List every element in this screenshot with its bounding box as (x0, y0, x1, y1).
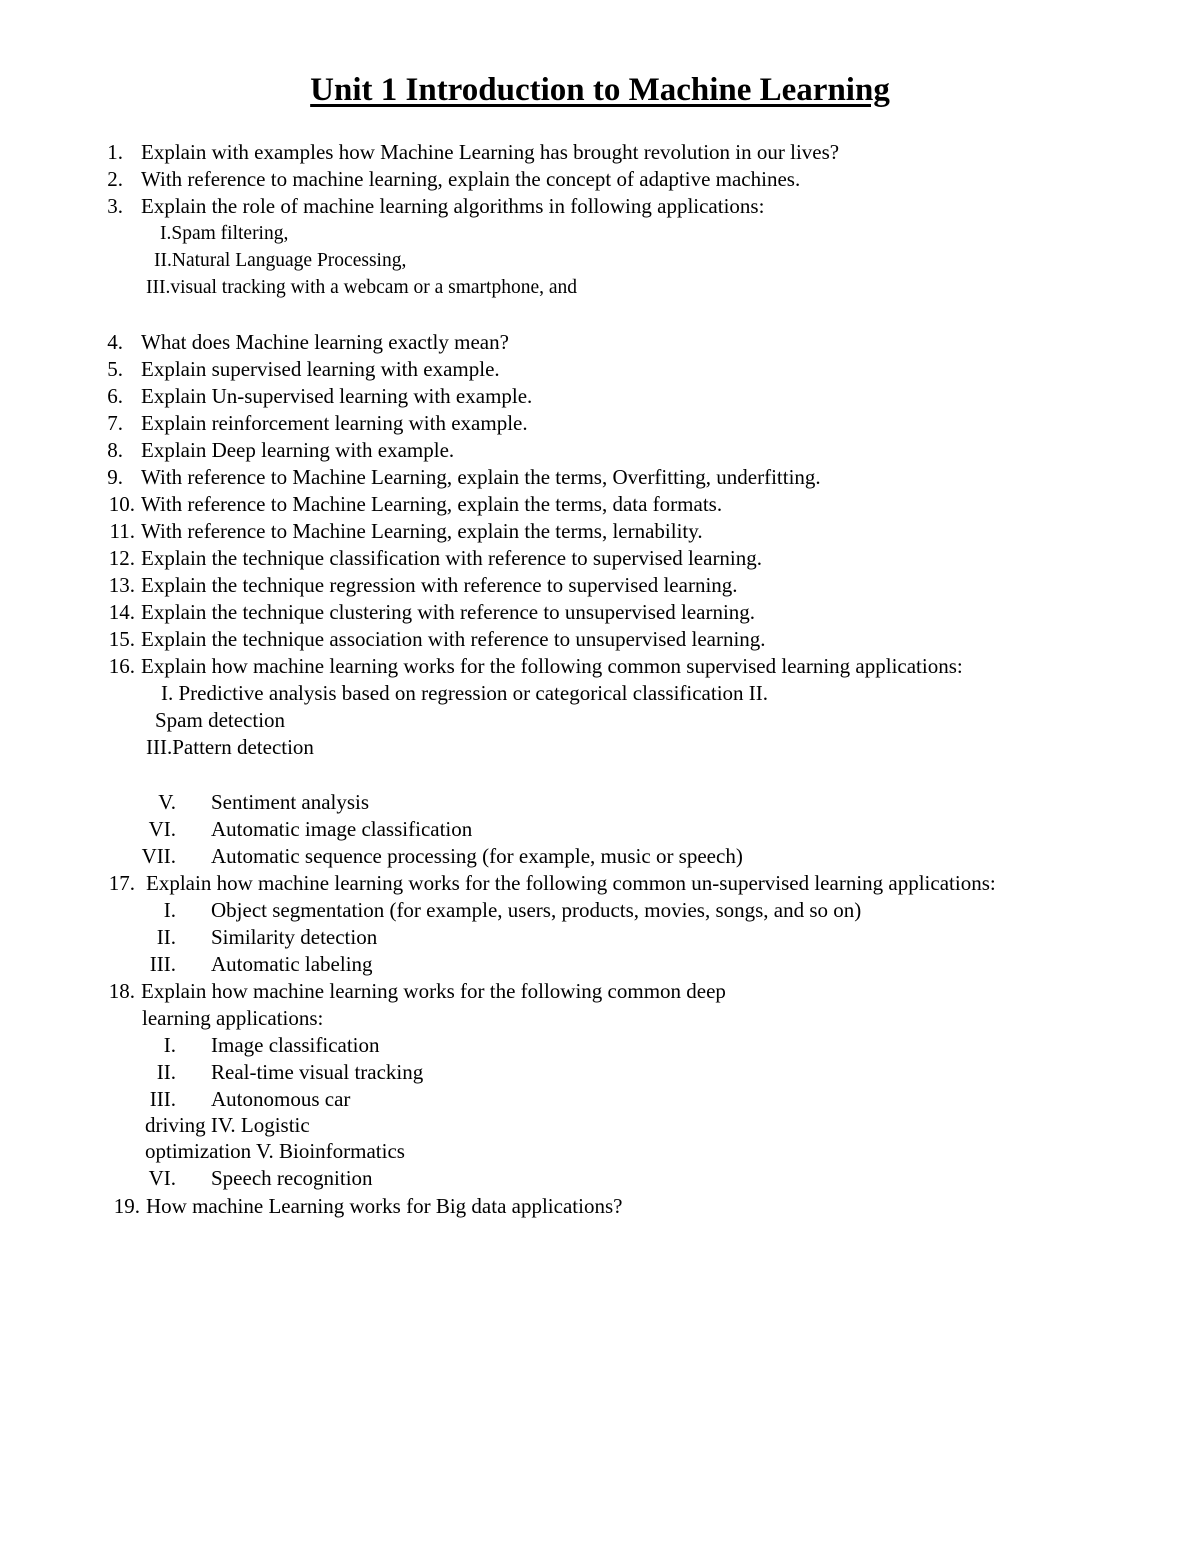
item-text: Sentiment analysis (211, 790, 370, 814)
question-text: Explain the technique regression with reference to supervised learning. (141, 573, 738, 597)
question-continuation: learning applications: (142, 1006, 324, 1030)
question-text: Explain reinforcement learning with example. (141, 411, 528, 435)
sub-item: I. Predictive analysis based on regression or categorical classification II. (161, 681, 769, 705)
sub-item: III.visual tracking with a webcam or a smartphone, and (146, 277, 578, 298)
question-number: 11. (109, 519, 135, 543)
sub-item: I.Spam filtering, (160, 223, 289, 244)
wrapped-line: optimization V. Bioinformatics (145, 1139, 405, 1163)
roman-numeral: VI. (148, 817, 176, 841)
sub-item: III.Pattern detection (146, 735, 314, 759)
question-text: With reference to Machine Learning, explain the terms, data formats. (141, 492, 723, 516)
question-text: Explain how machine learning works for the following common deep (141, 979, 726, 1003)
page-title: Unit 1 Introduction to Machine Learning (310, 72, 890, 108)
question-text: With reference to Machine Learning, explain the terms, Overfitting, underfitting. (141, 465, 821, 489)
question-number: 12. (108, 546, 135, 570)
roman-numeral: V. (158, 790, 176, 814)
roman-numeral: II. (156, 925, 176, 949)
roman-numeral: I. (163, 898, 176, 922)
sub-item: Spam detection (155, 708, 286, 732)
question-text: Explain the role of machine learning algorithms in following applications: (141, 194, 765, 218)
question-number: 2. (107, 167, 123, 191)
question-number: 4. (107, 330, 123, 354)
question-number: 6. (107, 384, 123, 408)
question-number: 8. (107, 438, 123, 462)
question-text: Explain Un-supervised learning with example. (141, 384, 533, 408)
question-number: 13. (108, 573, 135, 597)
roman-numeral: II. (156, 1060, 176, 1084)
roman-numeral: III. (149, 952, 176, 976)
question-number: 10. (108, 492, 135, 516)
question-text: Explain the technique clustering with reference to unsupervised learning. (141, 600, 756, 624)
question-number: 7. (107, 411, 123, 435)
item-text: Speech recognition (211, 1166, 373, 1190)
wrapped-line: driving IV. Logistic (145, 1113, 310, 1137)
question-number: 1. (107, 140, 123, 164)
question-text: Explain the technique association with reference to unsupervised learning. (141, 627, 766, 651)
item-text: Automatic image classification (211, 817, 473, 841)
item-text: Automatic labeling (211, 952, 373, 976)
question-text: Explain the technique classification with reference to supervised learning. (141, 546, 763, 570)
question-text: Explain how machine learning works for the following common un-supervised learning applications: (146, 871, 996, 895)
question-text: Explain supervised learning with example. (141, 357, 500, 381)
question-number: 14. (108, 600, 135, 624)
roman-numeral: I. (163, 1033, 176, 1057)
item-text: Image classification (211, 1033, 380, 1057)
item-text: Automatic sequence processing (for example, music or speech) (211, 844, 743, 868)
question-number: 19. (113, 1194, 140, 1218)
question-number: 18. (108, 979, 135, 1003)
question-text: Explain Deep learning with example. (141, 438, 455, 462)
question-text: With reference to Machine Learning, explain the terms, lernability. (141, 519, 703, 543)
item-text: Real-time visual tracking (211, 1060, 424, 1084)
question-text: Explain how machine learning works for the following common supervised learning applications: (141, 654, 963, 678)
question-number: 15. (108, 627, 135, 651)
question-text: How machine Learning works for Big data applications? (146, 1194, 623, 1218)
question-number: 16. (108, 654, 135, 678)
question-number: 5. (107, 357, 123, 381)
sub-item: II.Natural Language Processing, (154, 250, 407, 271)
roman-numeral: III. (149, 1087, 176, 1111)
question-number: 3. (107, 194, 123, 218)
question-number: 17. (108, 871, 135, 895)
question-text: What does Machine learning exactly mean? (141, 330, 509, 354)
question-text: With reference to machine learning, explain the concept of adaptive machines. (141, 167, 801, 191)
question-text: Explain with examples how Machine Learning has brought revolution in our lives? (141, 140, 840, 164)
item-text: Autonomous car (211, 1087, 351, 1111)
item-text: Object segmentation (for example, users, products, movies, songs, and so on) (211, 898, 862, 922)
roman-numeral: VI. (148, 1166, 176, 1190)
roman-numeral: VII. (141, 844, 176, 868)
item-text: Similarity detection (211, 925, 378, 949)
question-number: 9. (107, 465, 123, 489)
